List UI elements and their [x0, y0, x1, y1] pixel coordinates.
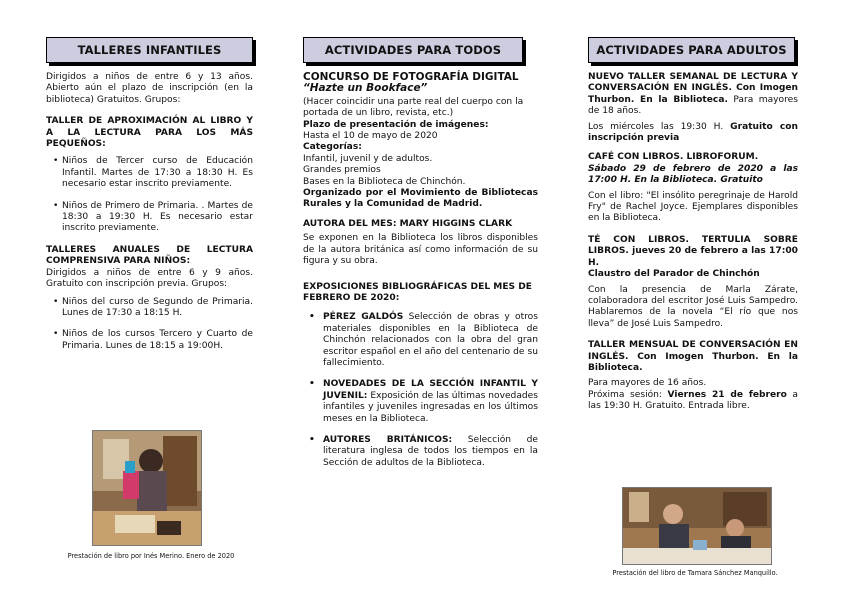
block1-sub: Para mayores de 18 años. [588, 94, 798, 117]
block1-time-text: Los miércoles las 19:30 H. [588, 121, 731, 132]
block3-description: Con la presencia de Marla Zárate, colaboradora del escritor José Luis Sampedro. Hablaremos de la novela “El río que nos lleva” de José Luis Sampedro. [588, 284, 798, 329]
contest-subtitle: “Hazte un Bookface” [303, 82, 428, 95]
categories-value: Infantil, juvenil y de adultos. [303, 153, 433, 164]
col1-intro: Dirigidos a niños de entre 6 y 13 años. Abierto aún el plazo de inscripción (en la biblioteca) Gratuitos. Grupos: [46, 72, 253, 105]
list-item [307, 379, 538, 425]
block4-next-label: Próxima sesión: [588, 389, 668, 400]
column-talleres-infantiles [46, 0, 253, 596]
photo-caption-col1: Prestación de libro por Inés Merino. Enero de 2020 [67, 552, 235, 560]
contest-title: CONCURSO DE FOTOGRAFÍA DIGITAL [303, 71, 519, 83]
photo-caption-col3: Prestación del libro de Tamara Sánchez Manquillo. [612, 569, 778, 577]
expo-item-name: NOVEDADES DE LA SECCIÓN INFANTIL Y JUVENIL: [323, 379, 538, 401]
header-actividades-todos: ACTIVIDADES PARA TODOS [303, 37, 523, 63]
list-item: • Niños del curso de Segundo de Primaria. Lunes de 17:30 a 18:15 H. [54, 297, 253, 320]
col3-body [588, 72, 798, 413]
author-of-month-description: Se exponen en la Biblioteca los libros disponibles de la autora británica así como información de su figura y su obra. [303, 233, 538, 267]
expo-item-name: AUTORES BRITÁNICOS: [323, 434, 453, 445]
block1-free: Gratuito con inscripción previa [588, 121, 799, 144]
header-actividades-adultos: ACTIVIDADES PARA ADULTOS [588, 37, 795, 63]
expo-item-text: Selección de literatura inglesa de todos los tiempos en la Sección de adultos de la Biblioteca. [323, 434, 538, 468]
expositions-list [303, 312, 538, 469]
col1-section1-list [46, 156, 253, 234]
rules-text: Bases en la Biblioteca de Chinchón. [303, 176, 466, 187]
list-item: • Niños de Tercer curso de Educación Infantil. Martes de 17:30 a 18:30 H. Es necesario estar inscrito previamente. [54, 156, 253, 190]
photo-book-presentation-adults [622, 487, 772, 565]
block1-title: NUEVO TALLER SEMANAL DE LECTURA Y CONVERSACIÓN EN INGLÉS. Con Imogen Thurbon. En la Biblioteca. [588, 72, 798, 105]
col1-section1-title: TALLER DE APROXIMACIÓN AL LIBRO Y A LA LECTURA PARA LOS MÁS PEQUEÑOS: [46, 116, 253, 150]
block2-description: Con el libro: "El insólito peregrinaje de Harold Fry" de Rachel Joyce. Ejemplares disponibles en la Biblioteca. [588, 190, 798, 224]
prizes-text: Grandes premios [303, 165, 381, 176]
col1-section2-title: TALLERES ANUALES DE LECTURA COMPRENSIVA PARA NIÑOS: [46, 244, 253, 267]
block3-title: TÉ CON LIBROS. TERTULIA SOBRE LIBROS. jueves 20 de febrero a las 17:00 H. [588, 234, 798, 268]
col2-body [303, 72, 538, 479]
list-item: • Niños de Primero de Primaria. . Martes de 18:30 a 19:30 H. Es necesario estar inscrito previamente. [54, 201, 253, 235]
block2-date: Sábado 29 de febrero de 2020 a las 17:00 H. En la Biblioteca. Gratuito [588, 163, 798, 186]
organizer-text: Organizado por el Movimiento de Bibliotecas Rurales y la Comunidad de Madrid. [303, 188, 538, 210]
expo-item-text: Exposición de las últimas novedades infantiles y juveniles ingresadas en los últimos meses en la Biblioteca. [323, 390, 538, 424]
deadline-label: Plazo de presentación de imágenes: [303, 119, 489, 130]
block1-text [588, 72, 798, 118]
block4-next-value: Viernes 21 de febrero [667, 389, 787, 400]
col1-section2-list [46, 297, 253, 353]
header-talleres-infantiles: TALLERES INFANTILES [46, 37, 253, 63]
photo-book-presentation-child [92, 430, 202, 546]
column-actividades-adultos [588, 0, 798, 596]
list-item [307, 435, 538, 469]
categories-label: Categorías: [303, 142, 362, 153]
list-item: • Niños de los cursos Tercero y Cuarto de Primaria. Lunes de 18:15 a 19:00H. [54, 329, 253, 352]
block4-next-rest: a las 19:30 H. Gratuito. Entrada libre. [588, 389, 798, 412]
block3-place: Claustro del Parador de Chinchón [588, 269, 760, 280]
deadline-value: Hasta el 10 de mayo de 2020 [303, 131, 438, 142]
author-of-month-title: AUTORA DEL MES: MARY HIGGINS CLARK [303, 218, 513, 229]
expo-item-name: PÉREZ GALDÓS [323, 312, 404, 323]
expositions-title: EXPOSICIONES BIBLIOGRÁFICAS DEL MES DE FEBRERO DE 2020: [303, 281, 533, 303]
expo-item-text: Selección de obras y otros materiales disponibles en la Biblioteca de Chinchón relacionados con la obra del gran escritor español en el año del centenario de su fallecimiento. [323, 312, 538, 368]
contest-description: (Hacer coincidir una parte real del cuerpo con la portada de un libro, revista, etc.) [303, 96, 524, 119]
list-item [307, 312, 538, 369]
col1-body [46, 72, 253, 362]
col1-section2-intro: Dirigidos a niños de entre 6 y 9 años. Gratuito con inscripción previa. Grupos: [46, 267, 253, 290]
block4-age: Para mayores de 16 años. [588, 378, 707, 389]
block2-title: CAFÉ CON LIBROS. LIBROFORUM. [588, 152, 759, 163]
column-actividades-todos [303, 0, 538, 596]
block4-next-session [588, 390, 798, 413]
block4-title: TALLER MENSUAL DE CONVERSACIÓN EN INGLÉS. Con Imogen Thurbon. En la Biblioteca. [588, 340, 798, 373]
block1-time [588, 122, 798, 145]
